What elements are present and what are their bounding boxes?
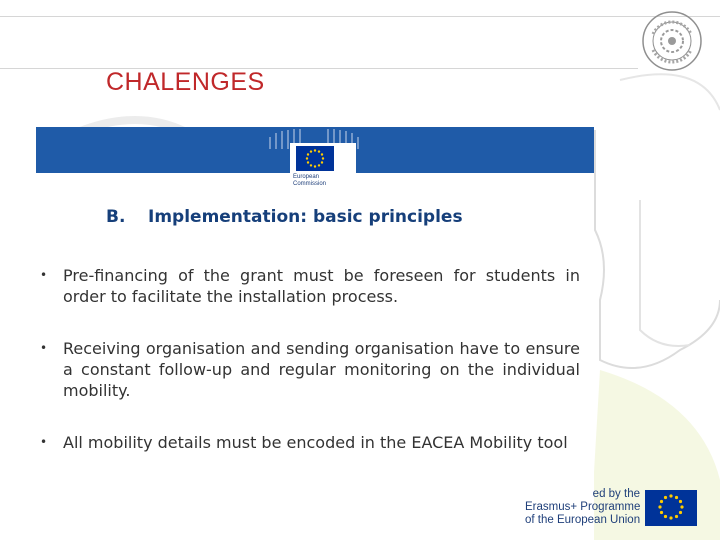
top-rule	[0, 16, 720, 17]
title-underline	[0, 68, 638, 69]
section-heading-text: Implementation: basic principles	[148, 207, 463, 227]
bullet-text: Receiving organisation and sending organisation have to ensure a constant follow-up and regular monitoring on the individual mobility.	[63, 339, 580, 400]
university-seal-logo	[641, 10, 703, 72]
erasmus-funding-statement	[525, 488, 640, 528]
funding-line-3: of the European Union	[525, 514, 640, 526]
eu-flag-icon	[645, 490, 697, 526]
bullet-text: All mobility details must be encoded in the EACEA Mobility tool	[63, 433, 568, 452]
section-heading	[106, 207, 463, 227]
bullet-marker: •	[40, 268, 48, 282]
ec-caption-line2: Commission	[293, 181, 327, 187]
european-commission-logo	[262, 127, 366, 194]
ec-caption-line1: European	[293, 174, 320, 180]
funding-line-1: ed by the	[592, 488, 640, 500]
eu-flag-icon	[296, 146, 334, 171]
bullet-marker: •	[40, 341, 48, 355]
section-letter: B.	[106, 207, 126, 227]
ec-logo-caption	[293, 174, 355, 188]
bullet-text: Pre-financing of the grant must be foreseen for students in order to facilitate the installation process.	[63, 266, 580, 306]
ec-logo-box	[290, 143, 356, 194]
slide-title: CHALENGES	[106, 68, 265, 96]
embedded-slide-panel	[36, 127, 594, 540]
funding-line-2: Erasmus+ Programme	[525, 501, 640, 513]
bullet-marker: •	[40, 435, 48, 449]
